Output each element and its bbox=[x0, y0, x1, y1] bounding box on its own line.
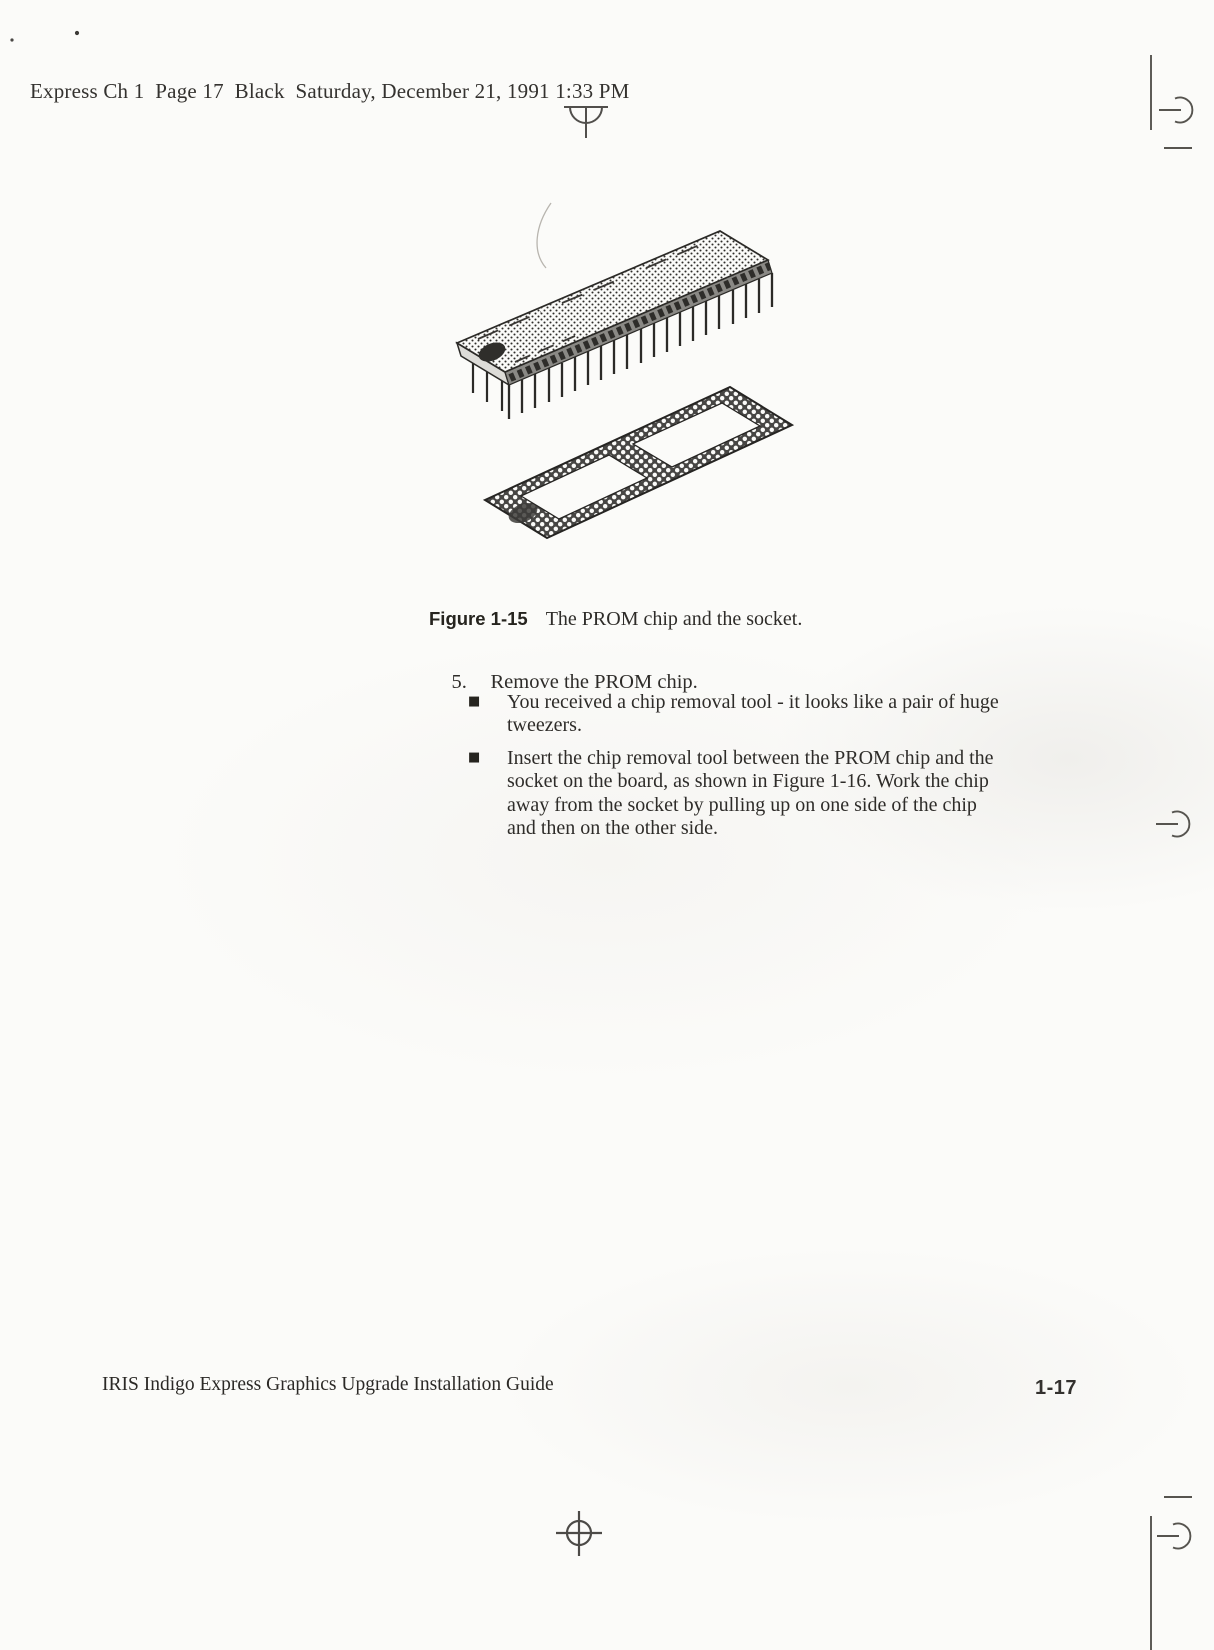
socket-opening bbox=[521, 455, 647, 519]
bullet-text-line: away from the socket by pulling up on one side of the chip bbox=[507, 793, 977, 816]
step-number: 5. bbox=[451, 671, 467, 693]
square-bullet-icon: ■ bbox=[468, 694, 481, 709]
bullet-text-line: and then on the other side. bbox=[507, 817, 719, 840]
figure-caption-text: The PROM chip and the socket. bbox=[545, 608, 803, 630]
socket-opening bbox=[633, 403, 760, 467]
registration-target-icon bbox=[556, 1511, 602, 1556]
bullet-text-line: tweezers. bbox=[507, 714, 582, 737]
registration-c-mark-icon bbox=[1157, 1523, 1190, 1548]
step-text: Remove the PROM chip. bbox=[490, 671, 698, 693]
bottom-right-crop-marks bbox=[1151, 1497, 1192, 1650]
figure-caption bbox=[429, 608, 802, 631]
prom-chip-illustration bbox=[457, 203, 772, 419]
bullet-text-line: Insert the chip removal tool between the PROM chip and the bbox=[507, 747, 994, 769]
top-right-crop-marks bbox=[1151, 55, 1192, 148]
bullet-item bbox=[468, 747, 1047, 841]
bullet-item bbox=[468, 691, 1047, 738]
footer-page-number: 1-17 bbox=[1035, 1377, 1078, 1399]
print-info-header: Express Ch 1 Page 17 Black Saturday, December 21, 1991 1:33 PM bbox=[30, 79, 630, 103]
bullet-text-line: socket on the board, as shown in Figure 1-16. Work the chip bbox=[507, 770, 989, 793]
registration-half-target-icon bbox=[564, 107, 608, 138]
bullet-text-line: You received a chip removal tool - it looks like a pair of huge bbox=[507, 691, 999, 713]
scan-speck-dots bbox=[10, 31, 79, 42]
mid-right-registration-mark-icon bbox=[1156, 812, 1189, 837]
footer-book-title: IRIS Indigo Express Graphics Upgrade Installation Guide bbox=[102, 1374, 554, 1395]
square-bullet-icon: ■ bbox=[468, 750, 481, 765]
figure-label: Figure 1-15 bbox=[429, 608, 528, 629]
registration-c-mark-icon bbox=[1159, 97, 1192, 122]
prom-socket-illustration bbox=[485, 387, 792, 538]
